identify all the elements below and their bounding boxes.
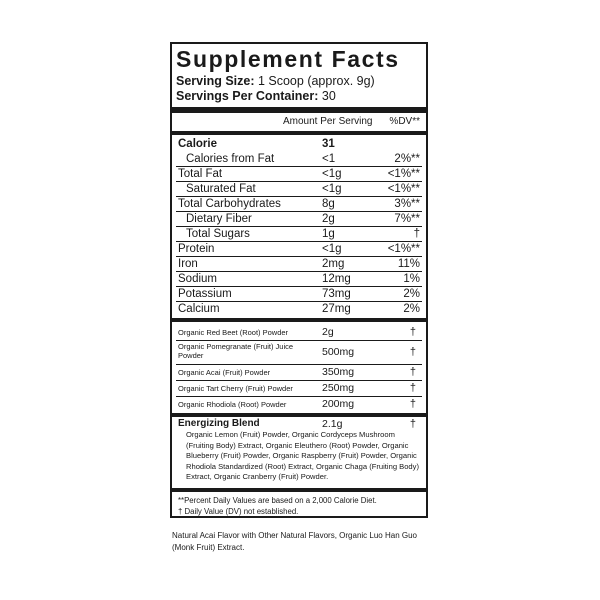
energizing-blend: Energizing Blend 2.1g † Organic Lemon (Fruit) Powder, Organic Cordyceps Mushroom (Fruiting Body) Extract, Organic Eleuthero (Root) Powder, Organic Blueberry (Fruit) Powder, Organic Raspberry (Fruit) Powder, Organic Rhodiola Standardized (Root) Extract, Organic Chaga (Fruiting Body) Extract, Organic Cranberry (Fruit) Powder. bbox=[172, 418, 426, 482]
divider-thick bbox=[172, 318, 426, 322]
ingredient-row: Organic Pomegranate (Fruit) Juice Powder 500mg † bbox=[178, 342, 416, 360]
header-dv: %DV** bbox=[389, 116, 420, 127]
divider-thick bbox=[172, 488, 426, 492]
row-divider bbox=[176, 256, 422, 257]
other-ingredients: Natural Acai Flavor with Other Natural Flavors, Organic Luo Han Guo (Monk Fruit) Extract. bbox=[172, 531, 417, 552]
footnote-dagger: † Daily Value (DV) not established. bbox=[178, 507, 299, 516]
row-divider bbox=[176, 364, 422, 365]
row-divider bbox=[176, 396, 422, 397]
divider-thick bbox=[172, 107, 426, 113]
supplement-facts-panel: Supplement Facts Serving Size: 1 Scoop (approx. 9g) Servings Per Container: 30 Amount Per Serving %DV** Calorie 31 Calories from Fat <1 2%** Total Fat <1g <1%** Saturated Fat <1g <1%** Total Carbohydrates 8g 3%** Dietary Fiber 2g 7%** Total Sugars 1g † Protein <1g <1%** Iron 2mg 11% Sodium 12mg 1% Potassium 73mg 2% Calcium 27mg 2% Organic Red Beet (Root) Powder 2g † Organic Pomegranate (Fruit) Juice Powder 500mg † Organic Acai (Fruit) Powder 350mg † Organic Tart Cherry (Fruit) Powder 250mg † Organic Rhodiola (Root) Powder 200mg † Energizing Blend 2.1g † Organic Lemon (Fruit) Powder, Organic Cordyceps Mushroom (Fruiting Body) Extract, Organic Eleuthero (Root) Powder, Organic Blueberry (Fruit) Powder, Organic Raspberry (Fruit) Powder, Organic Rhodiola Standardized (Root) Extract, Organic Chaga (Fruiting Body) Extract, Organic Cranberry (Fruit) Powder. **Percent Daily Values are based on a 2,000 Calorie Diet. † Daily Value (DV) not established. bbox=[170, 42, 428, 518]
footnote-dv: **Percent Daily Values are based on a 2,000 Calorie Diet. bbox=[178, 496, 377, 505]
divider-thick bbox=[172, 413, 426, 417]
blend-description: Organic Lemon (Fruit) Powder, Organic Cordyceps Mushroom (Fruiting Body) Extract, Organic Eleuthero (Root) Powder, Organic Blueberry (Fruit) Powder, Organic Raspberry (Fruit) Powder, Organic Rhodiola Standardized (Root) Extract, Organic Chaga (Fruiting Body) Extract, Organic Cranberry (Fruit) Powder. bbox=[186, 430, 419, 481]
ingredient-row: Organic Rhodiola (Root) Powder 200mg † bbox=[178, 398, 416, 410]
servings-per-container: Servings Per Container: 30 bbox=[176, 89, 336, 103]
ingredient-row: Organic Acai (Fruit) Powder 350mg † bbox=[178, 366, 416, 378]
ingredient-row: Organic Tart Cherry (Fruit) Powder 250mg † bbox=[178, 382, 416, 394]
ingredient-row: Organic Red Beet (Root) Powder 2g † bbox=[178, 326, 416, 338]
panel-title: Supplement Facts bbox=[176, 46, 400, 72]
serving-size: Serving Size: 1 Scoop (approx. 9g) bbox=[176, 74, 375, 88]
divider-thick bbox=[172, 131, 426, 135]
row-divider bbox=[176, 340, 422, 341]
header-amount: Amount Per Serving bbox=[283, 116, 373, 127]
row-divider bbox=[176, 380, 422, 381]
